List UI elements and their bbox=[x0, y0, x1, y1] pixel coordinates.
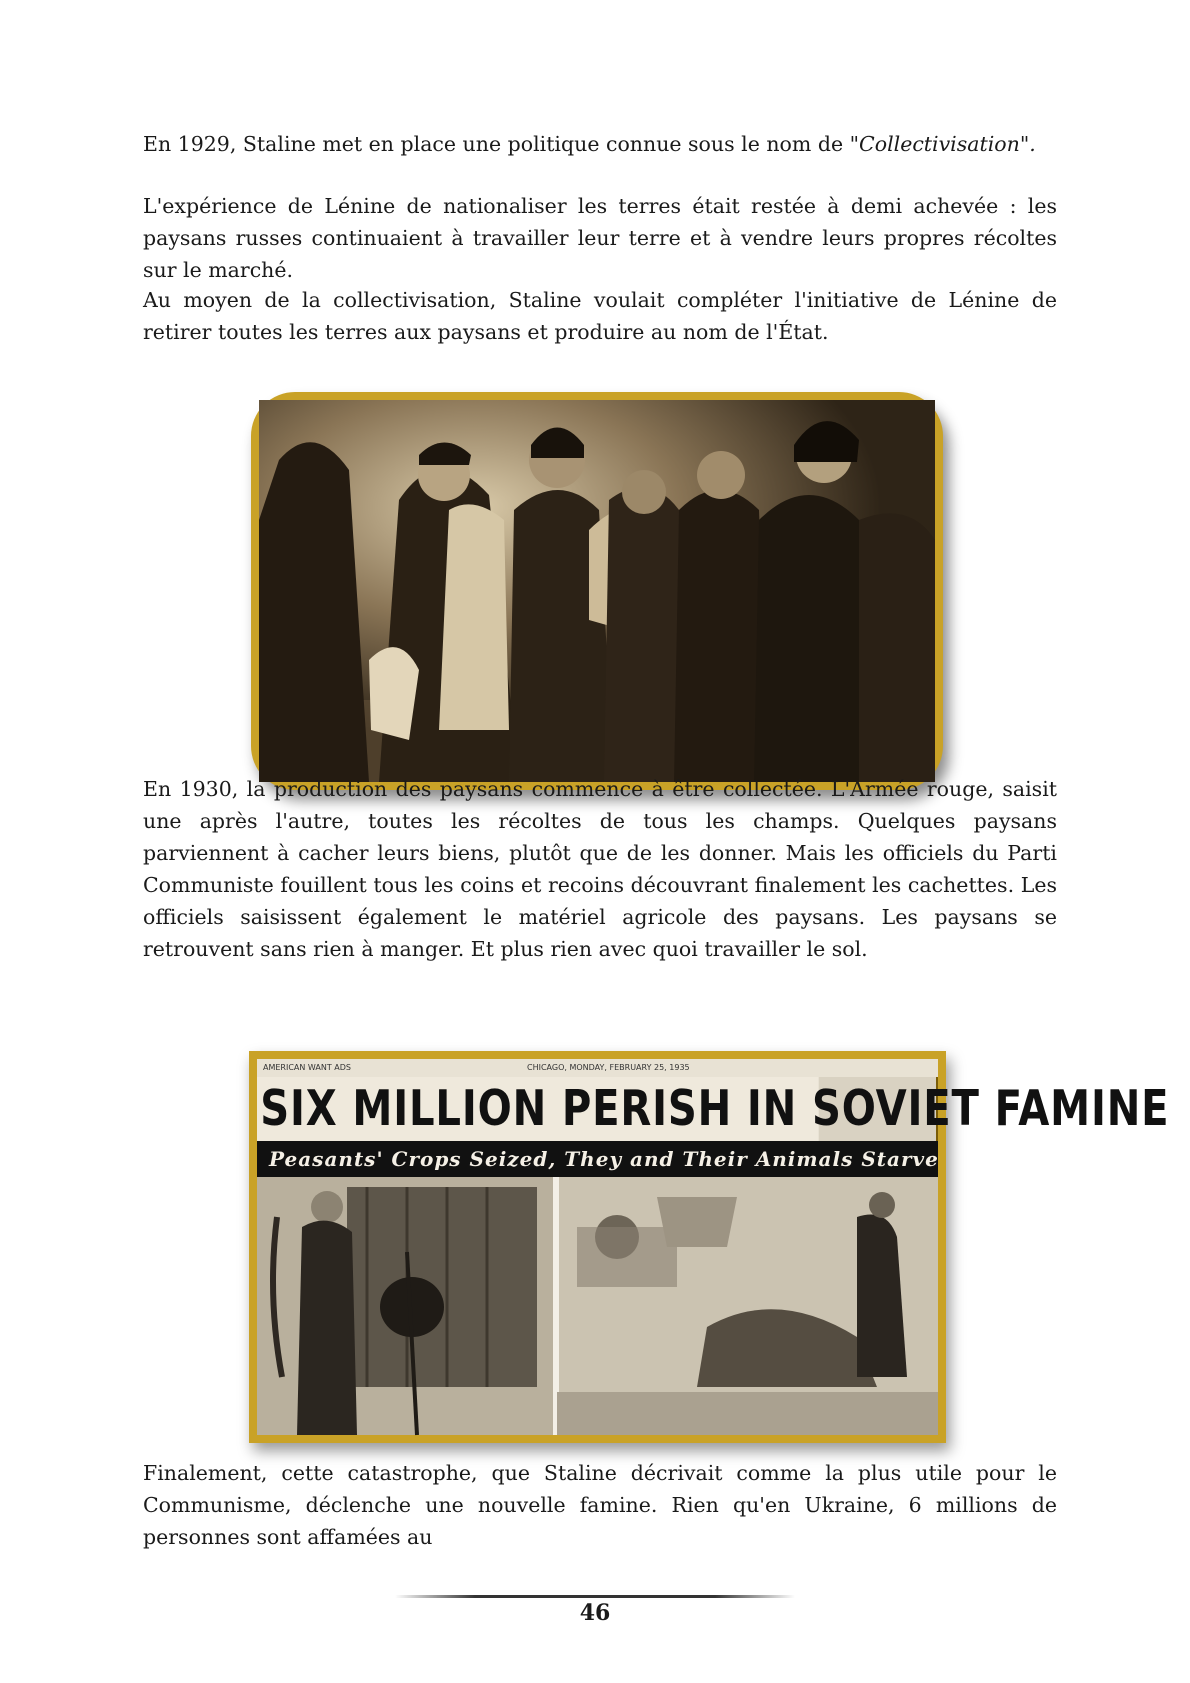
newspaper-headline: SIX MILLION PERISH IN SOVIET FAMINE bbox=[257, 1077, 819, 1141]
paragraph-lenine: L'expérience de Lénine de nationaliser les terres était restée à demi achevée : les paysans russes continuaient à travailler leur terre et à vendre leurs propres récoltes sur le marché. bbox=[143, 194, 1057, 282]
paragraph-collectivisation: Au moyen de la collectivisation, Staline voulait compléter l'initiative de Lénine de retirer toutes les terres aux paysans et produire au nom de l'État. bbox=[143, 288, 1057, 344]
newspaper-clipping bbox=[249, 1051, 1170, 1443]
peasants-photo-illustration bbox=[259, 400, 935, 782]
paragraph-famine: Finalement, cette catastrophe, que Staline décrivait comme la plus utile pour le Communisme, déclenche une nouvelle famine. Rien qu'en Ukraine, 6 millions de personnes sont affamées au bbox=[143, 1461, 1057, 1549]
paragraph-production: En 1930, la production des paysans commence à être collectée. L'Armée rouge, saisit une après l'autre, toutes les récoltes de tous les champs. Quelques paysans parviennent à cacher leurs biens, plutôt que de les donner. Mais les officiels du Parti Communiste fouillent tous les coins et recoins découvrant finalement les cachettes. Les officiels saisissent également le matériel agricole des paysans. Les paysans se retrouvent sans rien à manger. Et plus rien avec quoi travailler le sol. bbox=[143, 777, 1057, 961]
newspaper-dateline: CHICAGO, MONDAY, FEBRUARY 25, 1935 bbox=[527, 1063, 690, 1072]
paragraph-intro bbox=[143, 128, 1057, 160]
footer-divider bbox=[395, 1595, 795, 1598]
peasants-photo bbox=[251, 392, 943, 790]
page-number: 46 bbox=[579, 1600, 611, 1626]
famine-photos-illustration bbox=[257, 1177, 938, 1435]
collectivisation-term: "Collectivisation". bbox=[849, 132, 1036, 156]
paragraph-intro-text: En 1929, Staline met en place une politique connue sous le nom de bbox=[143, 132, 850, 156]
newspaper-top-bar bbox=[257, 1059, 938, 1077]
newspaper-subhead: Peasants' Crops Seized, They and Their Animals Starve bbox=[257, 1141, 938, 1177]
newspaper-section: AMERICAN WANT ADS bbox=[263, 1063, 352, 1072]
newspaper-photos bbox=[257, 1177, 938, 1435]
